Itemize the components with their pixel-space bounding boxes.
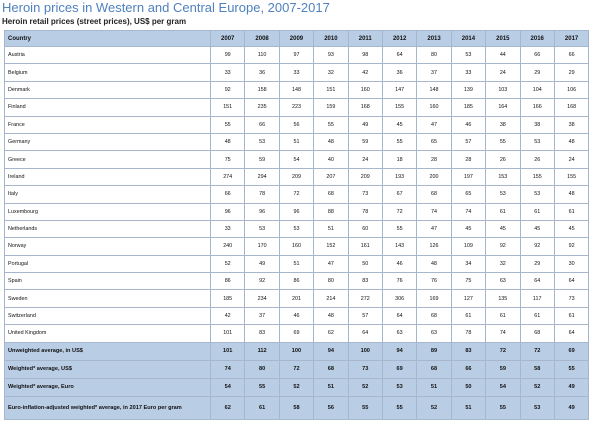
table-row (5, 116, 589, 133)
price-cell: 29 (554, 64, 588, 81)
price-cell: 66 (245, 116, 279, 133)
summary-value-cell: 83 (451, 342, 485, 360)
price-cell: 64 (520, 273, 554, 290)
price-cell: 33 (211, 64, 245, 81)
price-cell: 53 (520, 186, 554, 203)
summary-value-cell: 52 (417, 396, 451, 419)
price-cell: 30 (554, 255, 588, 272)
price-cell: 61 (486, 203, 520, 220)
price-cell: 66 (211, 186, 245, 203)
price-cell: 29 (520, 64, 554, 81)
country-cell: Sweden (5, 290, 211, 307)
price-cell: 48 (417, 255, 451, 272)
price-cell: 96 (245, 203, 279, 220)
price-cell: 45 (451, 220, 485, 237)
table-row (5, 203, 589, 220)
summary-value-cell: 51 (451, 396, 485, 419)
price-cell: 49 (348, 116, 382, 133)
price-cell: 151 (211, 99, 245, 116)
price-cell: 152 (314, 238, 348, 255)
summary-row (5, 378, 589, 396)
summary-value-cell: 68 (314, 360, 348, 378)
column-header-year: 2014 (451, 31, 485, 47)
price-cell: 86 (211, 273, 245, 290)
price-cell: 235 (245, 99, 279, 116)
price-cell: 46 (382, 255, 416, 272)
country-cell: Luxembourg (5, 203, 211, 220)
price-cell: 92 (486, 238, 520, 255)
price-cell: 53 (486, 186, 520, 203)
price-cell: 59 (348, 133, 382, 150)
column-header-year: 2017 (554, 31, 588, 47)
price-cell: 61 (520, 307, 554, 324)
price-cell: 55 (486, 133, 520, 150)
price-cell: 48 (554, 186, 588, 203)
price-cell: 53 (245, 220, 279, 237)
price-cell: 159 (314, 99, 348, 116)
price-cell: 45 (486, 220, 520, 237)
price-cell: 64 (382, 307, 416, 324)
column-header-year: 2009 (279, 31, 313, 47)
price-cell: 80 (417, 47, 451, 64)
price-cell: 74 (451, 203, 485, 220)
price-cell: 56 (279, 116, 313, 133)
price-cell: 42 (211, 307, 245, 324)
country-cell: Norway (5, 238, 211, 255)
table-row (5, 290, 589, 307)
price-cell: 50 (348, 255, 382, 272)
summary-value-cell: 112 (245, 342, 279, 360)
summary-value-cell: 73 (348, 360, 382, 378)
table-row (5, 238, 589, 255)
price-cell: 53 (451, 47, 485, 64)
price-cell: 24 (348, 151, 382, 168)
price-cell: 46 (279, 307, 313, 324)
summary-value-cell: 55 (554, 360, 588, 378)
price-cell: 38 (520, 116, 554, 133)
table-row (5, 307, 589, 324)
price-cell: 74 (486, 325, 520, 342)
summary-value-cell: 69 (382, 360, 416, 378)
price-cell: 274 (211, 168, 245, 185)
summary-value-cell: 51 (417, 378, 451, 396)
price-cell: 18 (382, 151, 416, 168)
summary-value-cell: 52 (348, 378, 382, 396)
price-cell: 78 (451, 325, 485, 342)
table-header-row (5, 31, 589, 47)
price-cell: 42 (348, 64, 382, 81)
country-cell: Switzerland (5, 307, 211, 324)
price-cell: 32 (486, 255, 520, 272)
price-cell: 306 (382, 290, 416, 307)
column-header-year: 2012 (382, 31, 416, 47)
price-cell: 147 (382, 81, 416, 98)
price-cell: 28 (417, 151, 451, 168)
summary-value-cell: 53 (520, 396, 554, 419)
summary-value-cell: 55 (348, 396, 382, 419)
price-cell: 37 (245, 307, 279, 324)
table-row (5, 255, 589, 272)
summary-value-cell: 59 (486, 360, 520, 378)
summary-value-cell: 52 (520, 378, 554, 396)
price-cell: 64 (554, 273, 588, 290)
price-cell: 153 (486, 168, 520, 185)
price-cell: 51 (279, 133, 313, 150)
price-cell: 55 (382, 133, 416, 150)
country-cell: Austria (5, 47, 211, 64)
price-cell: 75 (211, 151, 245, 168)
summary-label: Euro-inflation-adjusted weighted* average, in 2017 Euro per gram (5, 396, 211, 419)
price-cell: 72 (382, 203, 416, 220)
price-cell: 28 (451, 151, 485, 168)
price-cell: 117 (520, 290, 554, 307)
price-cell: 24 (554, 151, 588, 168)
price-cell: 63 (417, 325, 451, 342)
price-cell: 92 (554, 238, 588, 255)
price-cell: 78 (348, 203, 382, 220)
price-cell: 80 (314, 273, 348, 290)
price-cell: 86 (279, 273, 313, 290)
price-cell: 61 (520, 203, 554, 220)
summary-value-cell: 55 (382, 396, 416, 419)
price-cell: 38 (554, 116, 588, 133)
price-cell: 64 (554, 325, 588, 342)
country-cell: Belgium (5, 64, 211, 81)
price-cell: 40 (314, 151, 348, 168)
summary-value-cell: 58 (520, 360, 554, 378)
summary-value-cell: 72 (486, 342, 520, 360)
price-cell: 48 (314, 307, 348, 324)
price-cell: 92 (211, 81, 245, 98)
price-cell: 155 (382, 99, 416, 116)
price-cell: 185 (451, 99, 485, 116)
price-cell: 96 (279, 203, 313, 220)
price-cell: 74 (417, 203, 451, 220)
summary-value-cell: 80 (245, 360, 279, 378)
country-cell: Italy (5, 186, 211, 203)
country-cell: France (5, 116, 211, 133)
summary-value-cell: 74 (211, 360, 245, 378)
price-cell: 29 (520, 255, 554, 272)
price-cell: 45 (520, 220, 554, 237)
price-cell: 155 (520, 168, 554, 185)
summary-value-cell: 101 (211, 342, 245, 360)
price-cell: 92 (245, 273, 279, 290)
price-cell: 24 (486, 64, 520, 81)
price-cell: 69 (279, 325, 313, 342)
summary-value-cell: 55 (486, 396, 520, 419)
table-row (5, 168, 589, 185)
price-cell: 160 (417, 99, 451, 116)
price-cell: 57 (451, 133, 485, 150)
price-cell: 197 (451, 168, 485, 185)
country-cell: Denmark (5, 81, 211, 98)
price-cell: 207 (314, 168, 348, 185)
table-row (5, 273, 589, 290)
column-header-year: 2007 (211, 31, 245, 47)
column-header-year: 2015 (486, 31, 520, 47)
price-cell: 170 (245, 238, 279, 255)
summary-value-cell: 49 (554, 378, 588, 396)
price-cell: 193 (382, 168, 416, 185)
summary-label: Unweighted average, in US$ (5, 342, 211, 360)
country-cell: Portugal (5, 255, 211, 272)
price-cell: 185 (211, 290, 245, 307)
price-cell: 73 (554, 290, 588, 307)
price-cell: 51 (279, 255, 313, 272)
price-cell: 209 (279, 168, 313, 185)
price-cell: 61 (554, 307, 588, 324)
price-cell: 48 (314, 133, 348, 150)
price-cell: 33 (211, 220, 245, 237)
summary-value-cell: 53 (382, 378, 416, 396)
summary-value-cell: 54 (486, 378, 520, 396)
price-cell: 72 (279, 186, 313, 203)
price-cell: 76 (417, 273, 451, 290)
price-cell: 97 (279, 47, 313, 64)
price-cell: 55 (382, 220, 416, 237)
price-cell: 98 (348, 47, 382, 64)
price-cell: 135 (486, 290, 520, 307)
price-cell: 201 (279, 290, 313, 307)
summary-row (5, 342, 589, 360)
price-cell: 64 (382, 47, 416, 64)
summary-label: Weighted* average, Euro (5, 378, 211, 396)
summary-value-cell: 50 (451, 378, 485, 396)
summary-value-cell: 62 (211, 396, 245, 419)
table-row (5, 133, 589, 150)
price-cell: 68 (520, 325, 554, 342)
table-row (5, 186, 589, 203)
price-cell: 161 (348, 238, 382, 255)
price-cell: 166 (520, 99, 554, 116)
summary-value-cell: 56 (314, 396, 348, 419)
price-cell: 55 (211, 116, 245, 133)
price-cell: 53 (520, 133, 554, 150)
summary-row (5, 396, 589, 419)
summary-label: Weighted* average, US$ (5, 360, 211, 378)
price-cell: 155 (554, 168, 588, 185)
price-cell: 68 (417, 307, 451, 324)
price-cell: 51 (314, 220, 348, 237)
table-row (5, 220, 589, 237)
price-cell: 45 (554, 220, 588, 237)
summary-value-cell: 54 (211, 378, 245, 396)
column-header-year: 2013 (417, 31, 451, 47)
price-cell: 73 (348, 186, 382, 203)
price-cell: 223 (279, 99, 313, 116)
heroin-prices-table (4, 30, 589, 420)
price-cell: 109 (451, 238, 485, 255)
price-cell: 34 (451, 255, 485, 272)
price-cell: 272 (348, 290, 382, 307)
price-cell: 139 (451, 81, 485, 98)
price-cell: 48 (554, 133, 588, 150)
price-cell: 101 (211, 325, 245, 342)
price-cell: 47 (417, 116, 451, 133)
price-cell: 126 (417, 238, 451, 255)
summary-value-cell: 100 (279, 342, 313, 360)
price-cell: 75 (451, 273, 485, 290)
price-cell: 103 (486, 81, 520, 98)
price-cell: 48 (211, 133, 245, 150)
price-cell: 36 (245, 64, 279, 81)
price-cell: 66 (554, 47, 588, 64)
summary-value-cell: 69 (554, 342, 588, 360)
price-cell: 47 (417, 220, 451, 237)
price-cell: 106 (554, 81, 588, 98)
price-cell: 45 (382, 116, 416, 133)
price-cell: 52 (211, 255, 245, 272)
price-cell: 83 (245, 325, 279, 342)
country-cell: Greece (5, 151, 211, 168)
summary-value-cell: 52 (279, 378, 313, 396)
table-row (5, 99, 589, 116)
price-cell: 209 (348, 168, 382, 185)
summary-value-cell: 94 (314, 342, 348, 360)
summary-value-cell: 49 (554, 396, 588, 419)
price-cell: 110 (245, 47, 279, 64)
summary-value-cell: 72 (520, 342, 554, 360)
price-cell: 67 (382, 186, 416, 203)
price-cell: 160 (348, 81, 382, 98)
price-cell: 33 (279, 64, 313, 81)
table-row (5, 64, 589, 81)
price-cell: 26 (486, 151, 520, 168)
price-cell: 76 (382, 273, 416, 290)
price-cell: 234 (245, 290, 279, 307)
price-cell: 158 (245, 81, 279, 98)
price-cell: 127 (451, 290, 485, 307)
price-cell: 96 (211, 203, 245, 220)
table-row (5, 325, 589, 342)
price-cell: 240 (211, 238, 245, 255)
price-cell: 164 (486, 99, 520, 116)
price-cell: 148 (417, 81, 451, 98)
page-subtitle: Heroin retail prices (street prices), US$ per gram (2, 17, 187, 26)
price-cell: 78 (245, 186, 279, 203)
price-cell: 148 (279, 81, 313, 98)
price-cell: 46 (451, 116, 485, 133)
summary-value-cell: 58 (279, 396, 313, 419)
column-header-year: 2011 (348, 31, 382, 47)
price-cell: 33 (451, 64, 485, 81)
price-cell: 55 (314, 116, 348, 133)
price-cell: 62 (314, 325, 348, 342)
price-cell: 168 (348, 99, 382, 116)
summary-value-cell: 72 (279, 360, 313, 378)
price-cell: 61 (486, 307, 520, 324)
price-cell: 294 (245, 168, 279, 185)
price-cell: 68 (417, 186, 451, 203)
price-cell: 44 (486, 47, 520, 64)
column-header-country: Country (5, 31, 211, 47)
price-cell: 214 (314, 290, 348, 307)
price-cell: 61 (554, 203, 588, 220)
summary-value-cell: 94 (382, 342, 416, 360)
price-cell: 26 (520, 151, 554, 168)
price-cell: 32 (314, 64, 348, 81)
column-header-year: 2010 (314, 31, 348, 47)
column-header-year: 2016 (520, 31, 554, 47)
price-cell: 38 (486, 116, 520, 133)
price-cell: 37 (417, 64, 451, 81)
price-cell: 65 (417, 133, 451, 150)
price-cell: 57 (348, 307, 382, 324)
table-row (5, 151, 589, 168)
price-cell: 66 (520, 47, 554, 64)
price-cell: 200 (417, 168, 451, 185)
price-cell: 60 (348, 220, 382, 237)
price-cell: 160 (279, 238, 313, 255)
country-cell: Netherlands (5, 220, 211, 237)
country-cell: United Kingdom (5, 325, 211, 342)
country-cell: Ireland (5, 168, 211, 185)
price-cell: 61 (451, 307, 485, 324)
summary-value-cell: 51 (314, 378, 348, 396)
summary-value-cell: 89 (417, 342, 451, 360)
table-row (5, 47, 589, 64)
price-cell: 99 (211, 47, 245, 64)
page-title: Heroin prices in Western and Central Europe, 2007-2017 (2, 0, 330, 15)
summary-value-cell: 61 (245, 396, 279, 419)
price-cell: 83 (348, 273, 382, 290)
price-cell: 64 (348, 325, 382, 342)
price-cell: 65 (451, 186, 485, 203)
country-cell: Germany (5, 133, 211, 150)
table-body (5, 47, 589, 420)
price-cell: 93 (314, 47, 348, 64)
price-cell: 53 (279, 220, 313, 237)
table-row (5, 81, 589, 98)
summary-value-cell: 55 (245, 378, 279, 396)
price-cell: 168 (554, 99, 588, 116)
country-cell: Finland (5, 99, 211, 116)
price-cell: 47 (314, 255, 348, 272)
summary-row (5, 360, 589, 378)
price-cell: 143 (382, 238, 416, 255)
price-cell: 68 (314, 186, 348, 203)
price-cell: 151 (314, 81, 348, 98)
summary-value-cell: 100 (348, 342, 382, 360)
price-cell: 59 (245, 151, 279, 168)
price-cell: 104 (520, 81, 554, 98)
column-header-year: 2008 (245, 31, 279, 47)
price-cell: 36 (382, 64, 416, 81)
price-cell: 63 (382, 325, 416, 342)
price-cell: 92 (520, 238, 554, 255)
summary-value-cell: 66 (451, 360, 485, 378)
price-cell: 63 (486, 273, 520, 290)
price-cell: 88 (314, 203, 348, 220)
price-cell: 49 (245, 255, 279, 272)
price-cell: 53 (245, 133, 279, 150)
price-cell: 169 (417, 290, 451, 307)
price-cell: 54 (279, 151, 313, 168)
country-cell: Spain (5, 273, 211, 290)
summary-value-cell: 68 (417, 360, 451, 378)
